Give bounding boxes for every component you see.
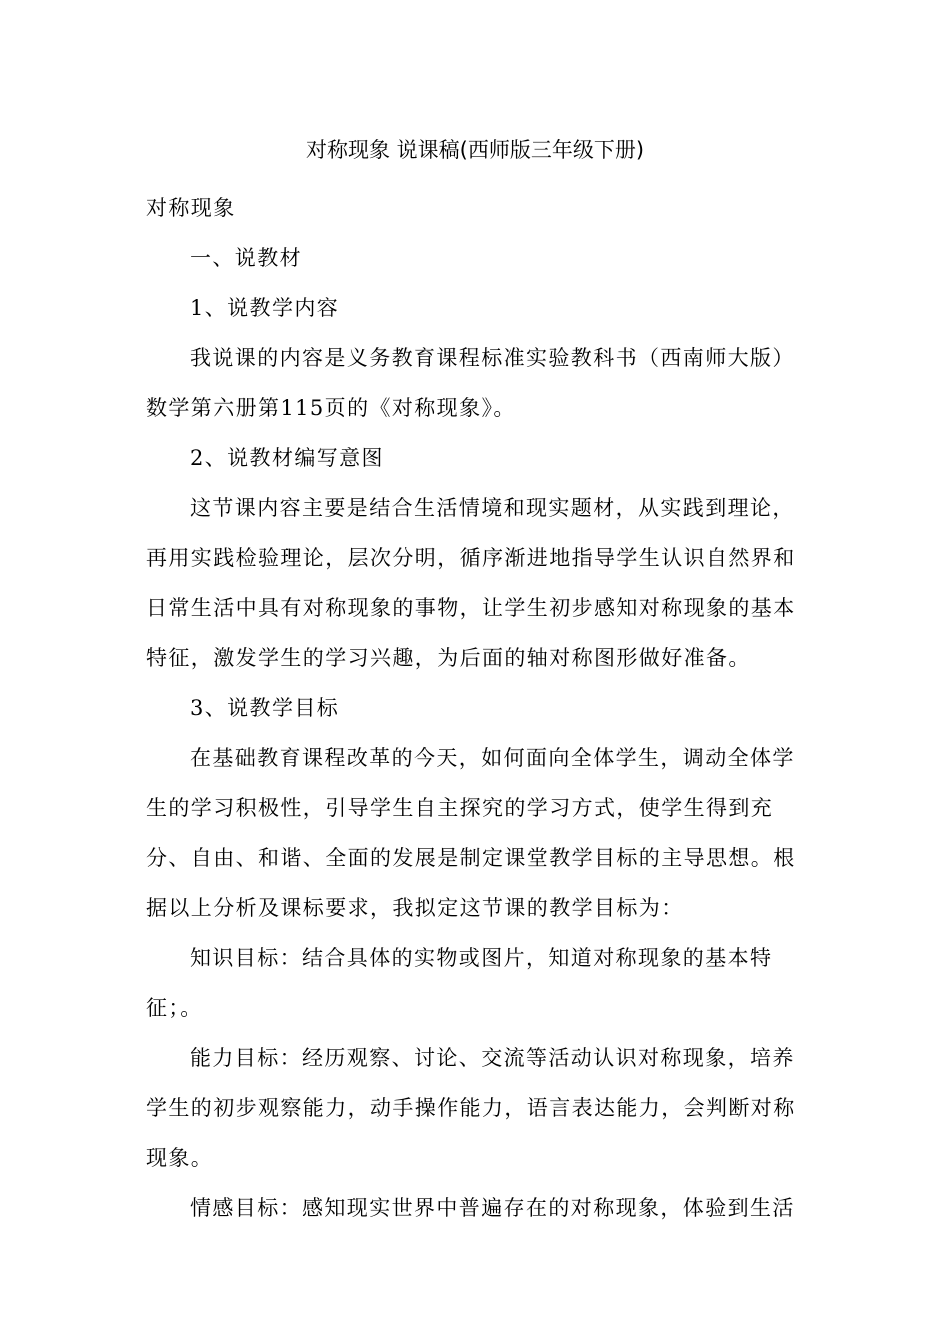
body-line: 生的学习积极性，引导学生自主探究的学习方式，使学生得到充: [146, 796, 774, 820]
body-line: 特征，激发学生的学习兴趣，为后面的轴对称图形做好准备。: [146, 646, 751, 670]
body-line: 1、说教学内容: [190, 296, 340, 320]
body-line: 这节课内容主要是结合生活情境和现实题材，从实践到理论，: [190, 496, 795, 520]
body-line: 我说课的内容是义务教育课程标准实验教科书（西南师大版）: [190, 346, 795, 370]
body-line: 据以上分析及课标要求，我拟定这节课的教学目标为：: [146, 896, 684, 920]
body-line: 3、说教学目标: [190, 696, 340, 720]
body-line: 2、说教材编写意图: [190, 446, 384, 470]
document-title: 对称现象 说课稿(西师版三年级下册): [305, 138, 645, 162]
body-line: 在基础教育课程改革的今天，如何面向全体学生，调动全体学: [190, 746, 795, 770]
body-line: 数学第六册第115页的《对称现象》。: [146, 396, 516, 420]
body-line: 征；。: [146, 996, 203, 1020]
body-line: 知识目标：结合具体的实物或图片，知道对称现象的基本特: [190, 946, 773, 970]
body-line: 分、自由、和谐、全面的发展是制定课堂教学目标的主导思想。根: [146, 846, 796, 870]
body-line: 能力目标：经历观察、讨论、交流等活动认识对称现象，培养: [190, 1046, 795, 1070]
document-body: [146, 183, 806, 1233]
body-line: 现象。: [146, 1146, 214, 1170]
body-line: 日常生活中具有对称现象的事物，让学生初步感知对称现象的基本: [146, 596, 796, 620]
body-line: 情感目标：感知现实世界中普遍存在的对称现象，体验到生活: [190, 1196, 795, 1220]
body-line: 学生的初步观察能力，动手操作能力，语言表达能力，会判断对称: [146, 1096, 796, 1120]
body-line: 一、说教材: [190, 246, 302, 270]
body-line: 再用实践检验理论，层次分明，循序渐进地指导学生认识自然界和: [146, 546, 796, 570]
body-line: 对称现象: [146, 196, 236, 220]
